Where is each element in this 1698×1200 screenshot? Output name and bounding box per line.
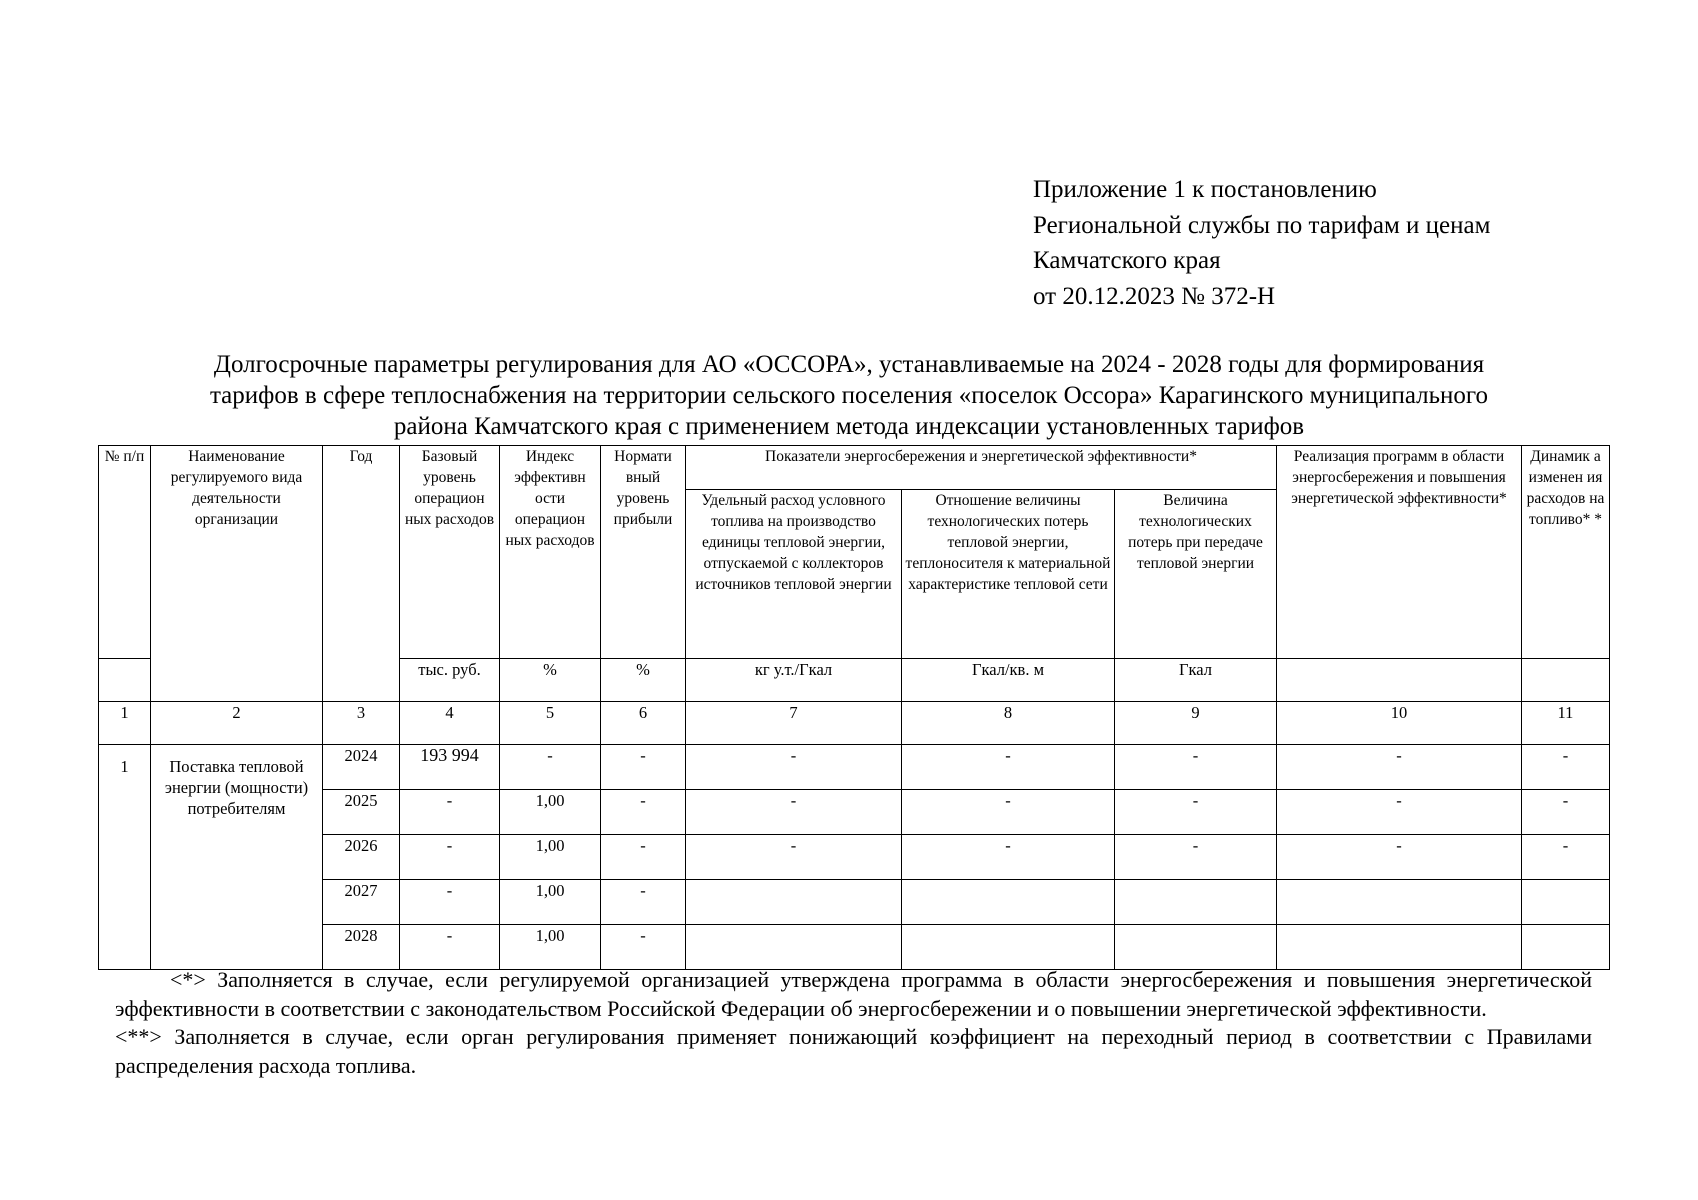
appendix-line-4: от 20.12.2023 № 372-Н — [1033, 282, 1276, 310]
cell-fuel — [686, 925, 902, 970]
unit-index: % — [500, 659, 601, 702]
cell-programs: - — [1277, 835, 1522, 880]
cell-losses: - — [1115, 835, 1277, 880]
column-number: 2 — [151, 702, 323, 745]
cell-ratio: - — [902, 790, 1115, 835]
cell-ratio: - — [902, 835, 1115, 880]
column-number: 3 — [323, 702, 400, 745]
table-row — [99, 925, 1610, 970]
appendix-line-2: Региональной службы по тарифам и ценам — [1033, 211, 1491, 239]
document-title — [100, 349, 1598, 442]
table-row — [99, 745, 1610, 790]
unit-empty — [99, 659, 151, 702]
row-number: 1 — [99, 745, 151, 970]
cell-year: 2024 — [323, 745, 400, 790]
unit-base: тыс. руб. — [400, 659, 500, 702]
cell-losses — [1115, 925, 1277, 970]
cell-index: 1,00 — [500, 835, 601, 880]
cell-profit: - — [601, 790, 686, 835]
header-profit-level: Нормати вный уровень прибыли — [601, 446, 686, 659]
unit-empty — [1277, 659, 1522, 702]
footnote-1: <*> Заполняется в случае, если регулируемой организацией утверждена программа в области энергосбережения и повышения энергетической эффективности в соответствии с законодательством Российской Федерации об энергосбережении и о повышении энергетической эффективности. — [115, 967, 1592, 1021]
cell-base: - — [400, 835, 500, 880]
header-row-top — [99, 446, 1610, 490]
cell-profit: - — [601, 925, 686, 970]
cell-programs — [1277, 925, 1522, 970]
cell-programs — [1277, 880, 1522, 925]
header-activity: Наименование регулируемого вида деятельности организации — [151, 446, 323, 702]
cell-index: 1,00 — [500, 790, 601, 835]
cell-index: 1,00 — [500, 925, 601, 970]
regulation-parameters-table — [98, 445, 1610, 970]
cell-fuel: - — [686, 745, 902, 790]
cell-ratio — [902, 925, 1115, 970]
cell-fuel — [686, 880, 902, 925]
header-programs: Реализация программ в области энергосбережения и повышения энергетической эффективности* — [1277, 446, 1522, 659]
header-num: № п/п — [99, 446, 151, 659]
column-number: 8 — [902, 702, 1115, 745]
cell-index: - — [500, 745, 601, 790]
cell-base: - — [400, 790, 500, 835]
cell-ratio: - — [902, 745, 1115, 790]
cell-ratio — [902, 880, 1115, 925]
cell-base: - — [400, 880, 500, 925]
cell-programs: - — [1277, 790, 1522, 835]
unit-fuel: кг у.т./Гкал — [686, 659, 902, 702]
footnote-2: <**> Заполняется в случае, если орган регулирования применяет понижающий коэффициент на переходный период в соответствии с Правилами распределения расхода топлива. — [115, 1024, 1592, 1078]
activity-name: Поставка тепловой энергии (мощности) потребителям — [151, 745, 323, 970]
cell-dynamics — [1522, 880, 1610, 925]
header-fuel-dynamics: Динамик а изменен ия расходов на топливо* * — [1522, 446, 1610, 659]
header-base-opex: Базовый уровень операцион ных расходов — [400, 446, 500, 659]
cell-dynamics: - — [1522, 745, 1610, 790]
table-row — [99, 835, 1610, 880]
header-energy-group: Показатели энергосбережения и энергетической эффективности* — [686, 446, 1277, 490]
appendix-line-3: Камчатского края — [1033, 247, 1221, 274]
cell-dynamics: - — [1522, 835, 1610, 880]
cell-year: 2026 — [323, 835, 400, 880]
column-number: 7 — [686, 702, 902, 745]
table-row — [99, 880, 1610, 925]
title-line-2: тарифов в сфере теплоснабжения на территории сельского поселения «поселок Оссора» Карагинского муниципального — [209, 382, 1489, 409]
appendix-line-1: Приложение 1 к постановлению — [1033, 176, 1377, 203]
cell-year: 2028 — [323, 925, 400, 970]
cell-dynamics — [1522, 925, 1610, 970]
footnotes — [115, 966, 1592, 1080]
header-losses-ratio: Отношение величины технологических потерь тепловой энергии, теплоносителя к материальной характеристике тепловой сети — [902, 490, 1115, 659]
cell-profit: - — [601, 835, 686, 880]
cell-fuel: - — [686, 790, 902, 835]
unit-profit: % — [601, 659, 686, 702]
column-number: 6 — [601, 702, 686, 745]
unit-empty — [1522, 659, 1610, 702]
column-number: 4 — [400, 702, 500, 745]
cell-profit: - — [601, 880, 686, 925]
cell-losses: - — [1115, 745, 1277, 790]
cell-index: 1,00 — [500, 880, 601, 925]
column-number: 1 — [99, 702, 151, 745]
cell-base: 193 994 — [400, 745, 500, 790]
unit-ratio: Гкал/кв. м — [902, 659, 1115, 702]
cell-year: 2025 — [323, 790, 400, 835]
header-year: Год — [323, 446, 400, 702]
appendix-block — [1033, 172, 1490, 314]
column-number: 10 — [1277, 702, 1522, 745]
column-number: 5 — [500, 702, 601, 745]
column-number: 9 — [1115, 702, 1277, 745]
column-numbers-row — [99, 702, 1610, 745]
cell-programs: - — [1277, 745, 1522, 790]
title-line-3: района Камчатского края с применением метода индексации установленных тарифов — [393, 413, 1305, 440]
unit-losses: Гкал — [1115, 659, 1277, 702]
title-line-1: Долгосрочные параметры регулирования для АО «ОССОРА», устанавливаемые на 2024 - 2028 годы для формирования — [213, 351, 1485, 378]
header-losses-value: Величина технологических потерь при передаче тепловой энергии — [1115, 490, 1277, 659]
cell-dynamics: - — [1522, 790, 1610, 835]
cell-losses: - — [1115, 790, 1277, 835]
cell-year: 2027 — [323, 880, 400, 925]
cell-losses — [1115, 880, 1277, 925]
cell-fuel: - — [686, 835, 902, 880]
header-fuel-consumption: Удельный расход условного топлива на производство единицы тепловой энергии, отпускаемой с коллекторов источников тепловой энергии — [686, 490, 902, 659]
column-number: 11 — [1522, 702, 1610, 745]
cell-profit: - — [601, 745, 686, 790]
table-row — [99, 790, 1610, 835]
header-efficiency-index: Индекс эффективн ости операцион ных расходов — [500, 446, 601, 659]
cell-base: - — [400, 925, 500, 970]
